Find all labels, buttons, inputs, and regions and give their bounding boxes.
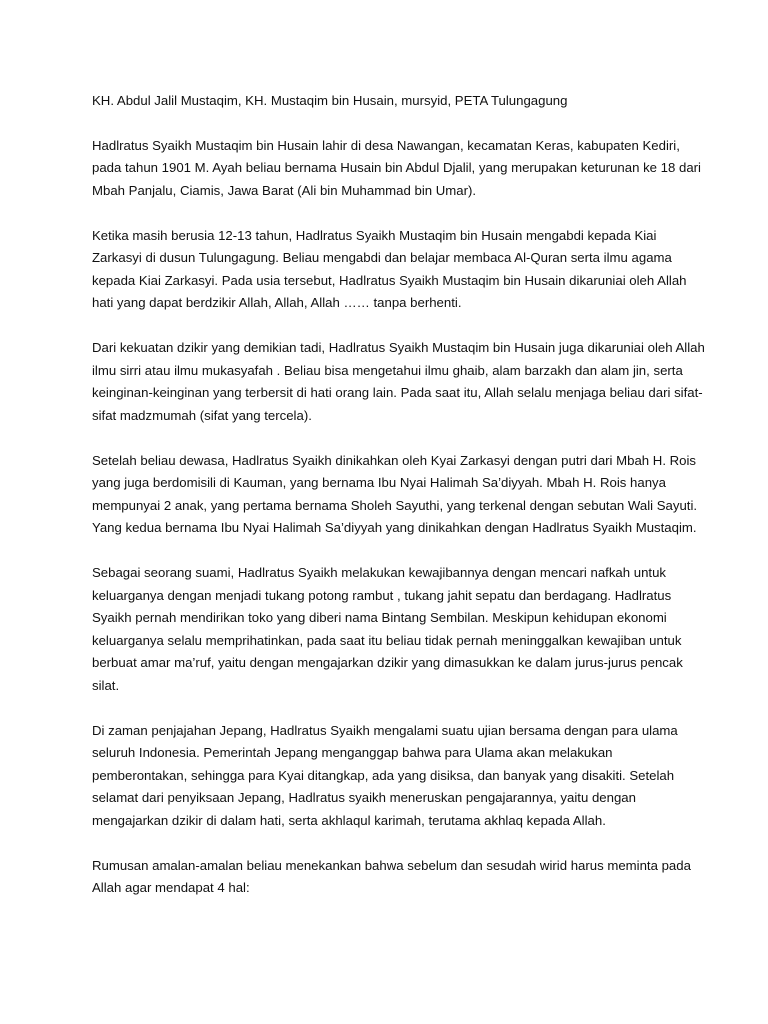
- text-line: yang juga berdomisili di Kauman, yang bernama Ibu Nyai Halimah Sa’diyyah. Mbah H. Rois hanya: [92, 475, 666, 490]
- text-line: keinginan-keinginan yang terbersit di hati orang lain. Pada saat itu, Allah selalu menjaga beliau dari sifat-: [92, 385, 703, 400]
- text-line: sifat madzmumah (sifat yang tercela).: [92, 407, 312, 423]
- paragraph-4: [92, 450, 698, 540]
- text-line: Mbah Panjalu, Ciamis, Jawa Barat (Ali bin Muhammad bin Umar).: [92, 182, 477, 198]
- text-line: ilmu sirri atau ilmu mukasyafah . Beliau bisa mengetahui ilmu ghaib, alam barzakh dan alam jin, serta: [92, 362, 683, 378]
- text-line: Rumusan amalan-amalan beliau menekankan bahwa sebelum dan sesudah wirid harus meminta pada: [92, 857, 691, 873]
- paragraph-7: [92, 855, 692, 900]
- text-line: hati yang dapat berdzikir Allah, Allah, Allah …… tanpa berhenti.: [92, 295, 462, 310]
- paragraph-3: [92, 337, 705, 427]
- text-line: Syaikh pernah mendirikan toko yang diberi nama Bintang Sembilan. Meskipun kehidupan ekonomi: [92, 610, 667, 625]
- paragraph-2: [92, 225, 692, 315]
- text-line: kepada Kiai Zarkasyi. Pada usia tersebut, Hadlratus Syaikh Mustaqim bin Husain dikaruniai oleh Allah: [92, 272, 687, 288]
- text-line: Sebagai seorang suami, Hadlratus Syaikh melakukan kewajibannya dengan mencari nafkah untuk: [92, 565, 667, 580]
- text-line: seluruh Indonesia. Pemerintah Jepang menganggap bahwa para Ulama akan melakukan: [92, 745, 613, 760]
- text-line: keluarganya dengan menjadi tukang potong rambut , tukang jahit sepatu dan berdagang. Hadlratus: [92, 587, 672, 603]
- document-title: KH. Abdul Jalil Mustaqim, KH. Mustaqim bin Husain, mursyid, PETA Tulungagung: [92, 93, 568, 108]
- text-line: pada tahun 1901 M. Ayah beliau bernama Husain bin Abdul Djalil, yang merupakan keturunan ke 18 dari: [92, 160, 701, 175]
- text-line: mempunyai 2 anak, yang pertama bernama Sholeh Sayuthi, yang terkenal dengan sebutan Wali Sayuti.: [92, 497, 698, 513]
- text-line: keluarganya selalu memprihatinkan, pada saat itu beliau tidak pernah meninggalkan kewajiban untuk: [92, 632, 682, 648]
- text-line: Zarkasyi di dusun Tulungagung. Beliau mengabdi dan belajar membaca Al-Quran serta ilmu agama: [92, 250, 672, 265]
- paragraph-6: [92, 720, 692, 833]
- text-line: Dari kekuatan dzikir yang demikian tadi, Hadlratus Syaikh Mustaqim bin Husain juga dikaruniai oleh Allah: [92, 340, 705, 355]
- paragraph-5: [92, 562, 692, 697]
- text-line: silat.: [92, 677, 120, 693]
- text-line: Hadlratus Syaikh Mustaqim bin Husain lahir di desa Nawangan, kecamatan Keras, kabupaten Kediri,: [92, 137, 680, 153]
- document-page: [92, 90, 705, 922]
- document-body: [92, 135, 705, 900]
- text-line: mengajarkan dzikir di dalam hati, serta akhlaqul karimah, terutama akhlaq kepada Allah.: [92, 812, 606, 828]
- paragraph-1: [92, 135, 701, 203]
- text-line: Ketika masih berusia 12-13 tahun, Hadlratus Syaikh Mustaqim bin Husain mengabdi kepada Kiai: [92, 227, 657, 243]
- text-line: Setelah beliau dewasa, Hadlratus Syaikh dinikahkan oleh Kyai Zarkasyi dengan putri dari Mbah H. Rois: [92, 452, 697, 468]
- text-line: Allah agar mendapat 4 hal:: [92, 880, 250, 895]
- text-line: Yang kedua bernama Ibu Nyai Halimah Sa’diyyah yang dinikahkan dengan Hadlratus Syaikh Mustaqim.: [92, 520, 697, 535]
- text-line: Di zaman penjajahan Jepang, Hadlratus Syaikh mengalami suatu ujian bersama dengan para ulama: [92, 722, 678, 738]
- text-line: berbuat amar ma’ruf, yaitu dengan mengajarkan dzikir yang dimasukkan ke dalam jurus-jurus pencak: [92, 655, 683, 670]
- text-line: selamat dari penyiksaan Jepang, Hadlratus syaikh meneruskan pengajarannya, yaitu dengan: [92, 790, 636, 805]
- text-line: pemberontakan, sehingga para Kyai ditangkap, ada yang disiksa, dan banyak yang disakiti. Setelah: [92, 767, 675, 783]
